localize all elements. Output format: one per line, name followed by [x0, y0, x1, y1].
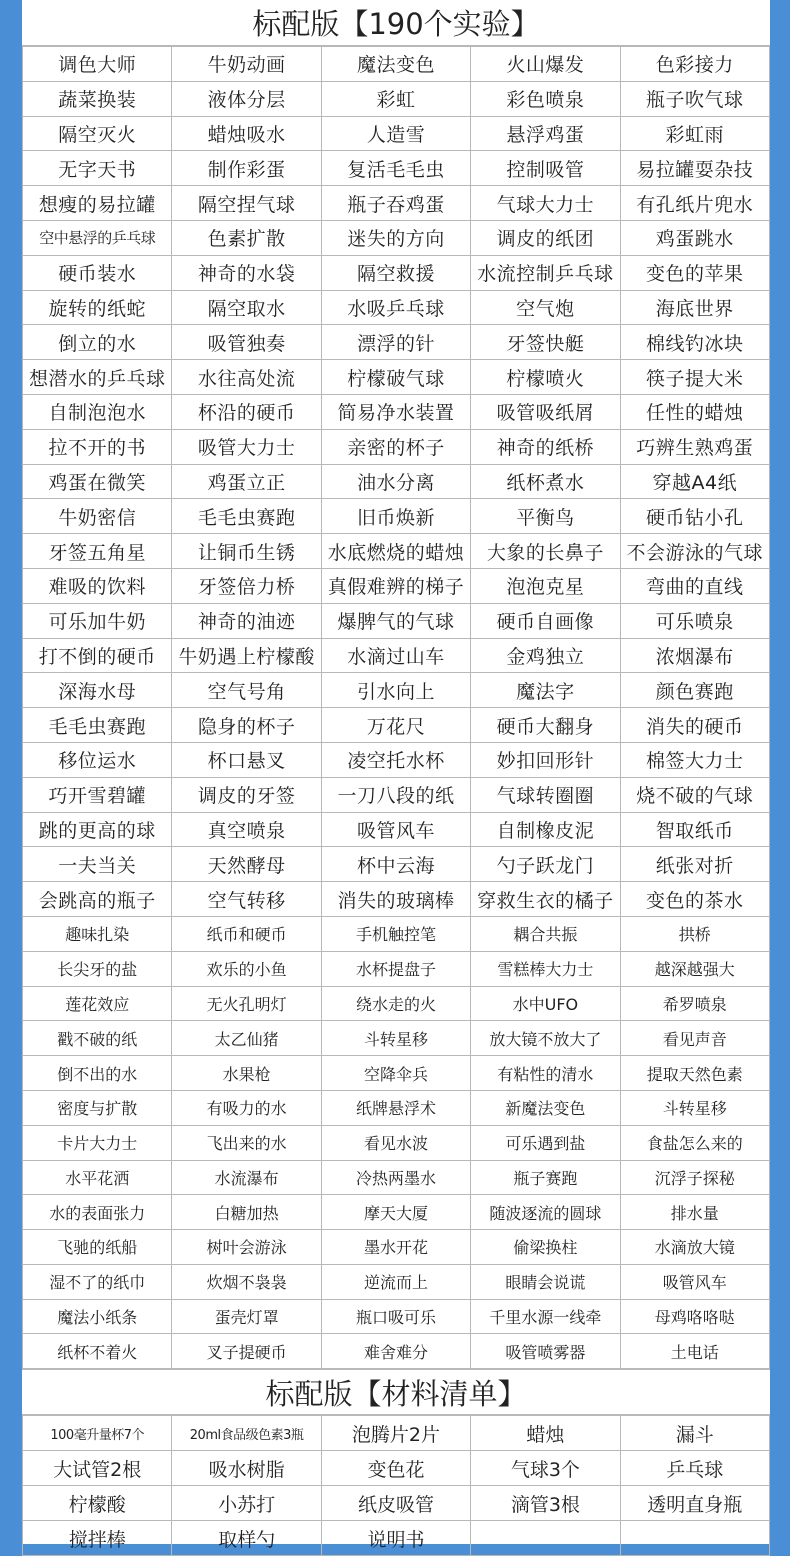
- experiment-row: [23, 151, 770, 186]
- table-cell: 吸管大力士: [172, 429, 321, 464]
- table-cell: 牛奶遇上柠檬酸: [172, 638, 321, 673]
- table-cell: 食盐怎么来的: [620, 1125, 769, 1160]
- table-cell: 悬浮鸡蛋: [471, 116, 620, 151]
- experiment-row: [23, 255, 770, 290]
- table-cell: 纸皮吸管: [321, 1486, 470, 1521]
- experiment-row: [23, 429, 770, 464]
- table-cell: 漂浮的针: [321, 325, 470, 360]
- experiment-row: [23, 742, 770, 777]
- table-cell: 瓶子吞鸡蛋: [321, 186, 470, 221]
- experiment-row: [23, 603, 770, 638]
- table-cell: 会跳高的瓶子: [23, 882, 172, 917]
- table-cell: 空气号角: [172, 673, 321, 708]
- table-cell: 颜色赛跑: [620, 673, 769, 708]
- table-cell: 逆流而上: [321, 1264, 470, 1299]
- experiment-row: [23, 916, 770, 951]
- experiment-row: [23, 360, 770, 395]
- table-cell: 空气转移: [172, 882, 321, 917]
- table-cell: 莲花效应: [23, 986, 172, 1021]
- table-cell: 引水向上: [321, 673, 470, 708]
- experiments-title: 标配版【190个实验】: [22, 0, 770, 46]
- table-cell: 控制吸管: [471, 151, 620, 186]
- table-cell: 亲密的杯子: [321, 429, 470, 464]
- table-cell: 简易净水装置: [321, 394, 470, 429]
- table-cell: 水滴过山车: [321, 638, 470, 673]
- table-cell: 土电话: [620, 1334, 769, 1369]
- table-cell: 空降伞兵: [321, 1056, 470, 1091]
- experiment-row: [23, 325, 770, 360]
- document-sheet: [22, 0, 770, 1551]
- table-cell: 复活毛毛虫: [321, 151, 470, 186]
- experiment-row: [23, 47, 770, 82]
- table-cell: 偷梁换柱: [471, 1230, 620, 1265]
- table-cell: 有孔纸片兜水: [620, 186, 769, 221]
- table-cell: 拱桥: [620, 916, 769, 951]
- table-cell: 彩虹: [321, 81, 470, 116]
- table-cell: 看见水波: [321, 1125, 470, 1160]
- experiment-row: [23, 534, 770, 569]
- experiment-row: [23, 1090, 770, 1125]
- table-cell: 鸡蛋跳水: [620, 220, 769, 255]
- table-cell: 调皮的牙签: [172, 777, 321, 812]
- table-cell: 爆脾气的气球: [321, 603, 470, 638]
- table-cell: 勺子跃龙门: [471, 847, 620, 882]
- experiment-row: [23, 116, 770, 151]
- table-cell: 变色花: [321, 1451, 470, 1486]
- table-cell: 搅拌棒: [23, 1521, 172, 1556]
- table-cell: 蔬菜换装: [23, 81, 172, 116]
- table-cell: 牙签五角星: [23, 534, 172, 569]
- experiment-row: [23, 882, 770, 917]
- experiment-row: [23, 1264, 770, 1299]
- table-cell: 毛毛虫赛跑: [23, 708, 172, 743]
- table-cell: 大象的长鼻子: [471, 534, 620, 569]
- table-cell: 牙签快艇: [471, 325, 620, 360]
- table-cell: 凌空托水杯: [321, 742, 470, 777]
- table-cell: 水中UFO: [471, 986, 620, 1021]
- table-cell: 穿越A4纸: [620, 464, 769, 499]
- table-cell: 火山爆发: [471, 47, 620, 82]
- table-cell: 彩色喷泉: [471, 81, 620, 116]
- table-cell: 树叶会游泳: [172, 1230, 321, 1265]
- table-cell: 斗转星移: [321, 1021, 470, 1056]
- table-cell: 趣味扎染: [23, 916, 172, 951]
- table-cell: 神奇的水袋: [172, 255, 321, 290]
- table-cell: 透明直身瓶: [620, 1486, 769, 1521]
- experiment-row: [23, 777, 770, 812]
- experiment-row: [23, 568, 770, 603]
- table-cell: 纸张对折: [620, 847, 769, 882]
- table-cell: 蜡烛吸水: [172, 116, 321, 151]
- table-cell: [471, 1521, 620, 1556]
- table-cell: 不会游泳的气球: [620, 534, 769, 569]
- table-cell: 浓烟瀑布: [620, 638, 769, 673]
- table-cell: 20ml食品级色素3瓶: [172, 1416, 321, 1451]
- table-cell: 水底燃烧的蜡烛: [321, 534, 470, 569]
- table-cell: 天然酵母: [172, 847, 321, 882]
- table-cell: 排水量: [620, 1195, 769, 1230]
- table-cell: 湿不了的纸巾: [23, 1264, 172, 1299]
- table-cell: 空中悬浮的乒乓球: [23, 220, 172, 255]
- table-cell: 难吸的饮料: [23, 568, 172, 603]
- table-cell: 魔法小纸条: [23, 1299, 172, 1334]
- table-cell: 瓶口吸可乐: [321, 1299, 470, 1334]
- table-cell: 棉签大力士: [620, 742, 769, 777]
- table-cell: 漏斗: [620, 1416, 769, 1451]
- material-row: [23, 1521, 770, 1556]
- table-cell: 密度与扩散: [23, 1090, 172, 1125]
- table-cell: 水流控制乒乓球: [471, 255, 620, 290]
- table-cell: 耦合共振: [471, 916, 620, 951]
- experiment-row: [23, 847, 770, 882]
- table-cell: 调皮的纸团: [471, 220, 620, 255]
- table-cell: 柠檬喷火: [471, 360, 620, 395]
- table-cell: 希罗喷泉: [620, 986, 769, 1021]
- table-cell: 烧不破的气球: [620, 777, 769, 812]
- table-cell: 水滴放大镜: [620, 1230, 769, 1265]
- table-cell: 旧币焕新: [321, 499, 470, 534]
- table-cell: 想潜水的乒乓球: [23, 360, 172, 395]
- table-cell: 杯口悬叉: [172, 742, 321, 777]
- table-cell: 取样勺: [172, 1521, 321, 1556]
- table-cell: 神奇的油迹: [172, 603, 321, 638]
- table-cell: 调色大师: [23, 47, 172, 82]
- experiment-row: [23, 673, 770, 708]
- table-cell: 纸牌悬浮术: [321, 1090, 470, 1125]
- table-cell: 穿救生衣的橘子: [471, 882, 620, 917]
- table-cell: 真假难辨的梯子: [321, 568, 470, 603]
- experiment-row: [23, 1195, 770, 1230]
- table-cell: 液体分层: [172, 81, 321, 116]
- table-cell: 让铜币生锈: [172, 534, 321, 569]
- table-cell: [620, 1521, 769, 1556]
- table-cell: 柠檬酸: [23, 1486, 172, 1521]
- table-cell: 水杯提盘子: [321, 951, 470, 986]
- experiment-row: [23, 986, 770, 1021]
- table-cell: 牛奶动画: [172, 47, 321, 82]
- table-cell: 空气炮: [471, 290, 620, 325]
- table-cell: 水果枪: [172, 1056, 321, 1091]
- table-cell: 乒乓球: [620, 1451, 769, 1486]
- experiment-row: [23, 638, 770, 673]
- table-cell: 摩天大厦: [321, 1195, 470, 1230]
- table-cell: 蛋壳灯罩: [172, 1299, 321, 1334]
- table-cell: 一刀八段的纸: [321, 777, 470, 812]
- table-cell: 气球大力士: [471, 186, 620, 221]
- table-cell: 自制橡皮泥: [471, 812, 620, 847]
- table-cell: 筷子提大米: [620, 360, 769, 395]
- table-cell: 绕水走的火: [321, 986, 470, 1021]
- experiments-table: [22, 46, 770, 1369]
- experiment-row: [23, 186, 770, 221]
- table-cell: 小苏打: [172, 1486, 321, 1521]
- table-cell: 吸管独奏: [172, 325, 321, 360]
- table-cell: 隔空捏气球: [172, 186, 321, 221]
- table-cell: 太乙仙猪: [172, 1021, 321, 1056]
- table-cell: 欢乐的小鱼: [172, 951, 321, 986]
- table-cell: 移位运水: [23, 742, 172, 777]
- table-cell: 放大镜不放大了: [471, 1021, 620, 1056]
- table-cell: 无火孔明灯: [172, 986, 321, 1021]
- table-cell: 吸管吸纸屑: [471, 394, 620, 429]
- table-cell: 白糖加热: [172, 1195, 321, 1230]
- table-cell: 气球3个: [471, 1451, 620, 1486]
- table-cell: 眼睛会说谎: [471, 1264, 620, 1299]
- table-cell: 跳的更高的球: [23, 812, 172, 847]
- table-cell: 硬币装水: [23, 255, 172, 290]
- table-cell: 人造雪: [321, 116, 470, 151]
- table-cell: 卡片大力士: [23, 1125, 172, 1160]
- table-cell: 棉线钓冰块: [620, 325, 769, 360]
- materials-table: [22, 1415, 770, 1556]
- table-cell: 吸水树脂: [172, 1451, 321, 1486]
- table-cell: 弯曲的直线: [620, 568, 769, 603]
- table-cell: 隔空灭火: [23, 116, 172, 151]
- table-cell: 吸管风车: [620, 1264, 769, 1299]
- table-cell: 可乐喷泉: [620, 603, 769, 638]
- table-cell: 倒立的水: [23, 325, 172, 360]
- table-cell: 制作彩蛋: [172, 151, 321, 186]
- table-cell: 说明书: [321, 1521, 470, 1556]
- table-cell: 戳不破的纸: [23, 1021, 172, 1056]
- table-cell: 提取天然色素: [620, 1056, 769, 1091]
- table-cell: 平衡鸟: [471, 499, 620, 534]
- table-cell: 牛奶密信: [23, 499, 172, 534]
- table-cell: 海底世界: [620, 290, 769, 325]
- experiment-row: [23, 1299, 770, 1334]
- table-cell: 长尖牙的盐: [23, 951, 172, 986]
- table-cell: 滴管3根: [471, 1486, 620, 1521]
- experiment-row: [23, 499, 770, 534]
- table-cell: 毛毛虫赛跑: [172, 499, 321, 534]
- experiment-row: [23, 464, 770, 499]
- material-row: [23, 1486, 770, 1521]
- experiment-row: [23, 708, 770, 743]
- table-cell: 变色的茶水: [620, 882, 769, 917]
- table-cell: 可乐遇到盐: [471, 1125, 620, 1160]
- table-cell: 新魔法变色: [471, 1090, 620, 1125]
- table-cell: 泡腾片2片: [321, 1416, 470, 1451]
- experiment-row: [23, 290, 770, 325]
- table-cell: 无字天书: [23, 151, 172, 186]
- table-cell: 巧开雪碧罐: [23, 777, 172, 812]
- experiment-row: [23, 394, 770, 429]
- table-cell: 杯中云海: [321, 847, 470, 882]
- table-cell: 深海水母: [23, 673, 172, 708]
- table-cell: 消失的硬币: [620, 708, 769, 743]
- table-cell: 消失的玻璃棒: [321, 882, 470, 917]
- table-cell: 水吸乒乓球: [321, 290, 470, 325]
- table-cell: 打不倒的硬币: [23, 638, 172, 673]
- table-cell: 魔法变色: [321, 47, 470, 82]
- table-cell: 隐身的杯子: [172, 708, 321, 743]
- table-cell: 杯沿的硬币: [172, 394, 321, 429]
- table-cell: 智取纸币: [620, 812, 769, 847]
- table-cell: 硬币大翻身: [471, 708, 620, 743]
- table-cell: 蜡烛: [471, 1416, 620, 1451]
- table-cell: 魔法字: [471, 673, 620, 708]
- table-cell: 隔空救援: [321, 255, 470, 290]
- table-cell: 神奇的纸桥: [471, 429, 620, 464]
- table-cell: 母鸡咯咯哒: [620, 1299, 769, 1334]
- table-cell: 迷失的方向: [321, 220, 470, 255]
- table-cell: 硬币自画像: [471, 603, 620, 638]
- table-cell: 拉不开的书: [23, 429, 172, 464]
- table-cell: 变色的苹果: [620, 255, 769, 290]
- table-cell: 墨水开花: [321, 1230, 470, 1265]
- table-cell: 旋转的纸蛇: [23, 290, 172, 325]
- table-cell: 牙签倍力桥: [172, 568, 321, 603]
- experiment-row: [23, 1021, 770, 1056]
- experiment-row: [23, 1125, 770, 1160]
- table-cell: 越深越强大: [620, 951, 769, 986]
- experiment-row: [23, 951, 770, 986]
- table-cell: 柠檬破气球: [321, 360, 470, 395]
- table-cell: 油水分离: [321, 464, 470, 499]
- experiment-row: [23, 1160, 770, 1195]
- table-cell: 100毫升量杯7个: [23, 1416, 172, 1451]
- table-cell: 水的表面张力: [23, 1195, 172, 1230]
- materials-title: 标配版【材料清单】: [22, 1369, 770, 1415]
- table-cell: 大试管2根: [23, 1451, 172, 1486]
- table-cell: 叉子提硬币: [172, 1334, 321, 1369]
- table-cell: 雪糕棒大力士: [471, 951, 620, 986]
- experiment-row: [23, 220, 770, 255]
- material-row: [23, 1451, 770, 1486]
- table-cell: 千里水源一线牵: [471, 1299, 620, 1334]
- table-cell: 飞出来的水: [172, 1125, 321, 1160]
- table-cell: 任性的蜡烛: [620, 394, 769, 429]
- table-cell: 瓶子赛跑: [471, 1160, 620, 1195]
- table-cell: 鸡蛋在微笑: [23, 464, 172, 499]
- table-cell: 金鸡独立: [471, 638, 620, 673]
- table-cell: 水往高处流: [172, 360, 321, 395]
- table-cell: 真空喷泉: [172, 812, 321, 847]
- table-cell: 看见声音: [620, 1021, 769, 1056]
- table-cell: 想瘦的易拉罐: [23, 186, 172, 221]
- experiment-row: [23, 812, 770, 847]
- table-cell: 隔空取水: [172, 290, 321, 325]
- table-cell: 瓶子吹气球: [620, 81, 769, 116]
- experiment-row: [23, 1056, 770, 1091]
- table-cell: 沉浮子探秘: [620, 1160, 769, 1195]
- table-cell: 手机触控笔: [321, 916, 470, 951]
- table-cell: 随波逐流的圆球: [471, 1195, 620, 1230]
- experiment-row: [23, 81, 770, 116]
- table-cell: 飞驰的纸船: [23, 1230, 172, 1265]
- table-cell: 妙扣回形针: [471, 742, 620, 777]
- table-cell: 水平花洒: [23, 1160, 172, 1195]
- table-cell: 吸管风车: [321, 812, 470, 847]
- table-cell: 鸡蛋立正: [172, 464, 321, 499]
- table-cell: 易拉罐耍杂技: [620, 151, 769, 186]
- table-cell: 纸杯不着火: [23, 1334, 172, 1369]
- table-cell: 有吸力的水: [172, 1090, 321, 1125]
- table-cell: 彩虹雨: [620, 116, 769, 151]
- experiment-row: [23, 1230, 770, 1265]
- table-cell: 一夫当关: [23, 847, 172, 882]
- table-cell: 倒不出的水: [23, 1056, 172, 1091]
- table-cell: 色彩接力: [620, 47, 769, 82]
- table-cell: 纸币和硬币: [172, 916, 321, 951]
- table-cell: 可乐加牛奶: [23, 603, 172, 638]
- table-cell: 吸管喷雾器: [471, 1334, 620, 1369]
- table-cell: 巧辨生熟鸡蛋: [620, 429, 769, 464]
- material-row: [23, 1416, 770, 1451]
- table-cell: 有粘性的清水: [471, 1056, 620, 1091]
- table-cell: 水流瀑布: [172, 1160, 321, 1195]
- table-cell: 气球转圈圈: [471, 777, 620, 812]
- experiment-row: [23, 1334, 770, 1369]
- table-cell: 硬币钻小孔: [620, 499, 769, 534]
- table-cell: 色素扩散: [172, 220, 321, 255]
- table-cell: 万花尺: [321, 708, 470, 743]
- table-cell: 纸杯煮水: [471, 464, 620, 499]
- table-cell: 自制泡泡水: [23, 394, 172, 429]
- table-cell: 炊烟不袅袅: [172, 1264, 321, 1299]
- table-cell: 泡泡克星: [471, 568, 620, 603]
- table-cell: 冷热两墨水: [321, 1160, 470, 1195]
- table-cell: 斗转星移: [620, 1090, 769, 1125]
- table-cell: 难舍难分: [321, 1334, 470, 1369]
